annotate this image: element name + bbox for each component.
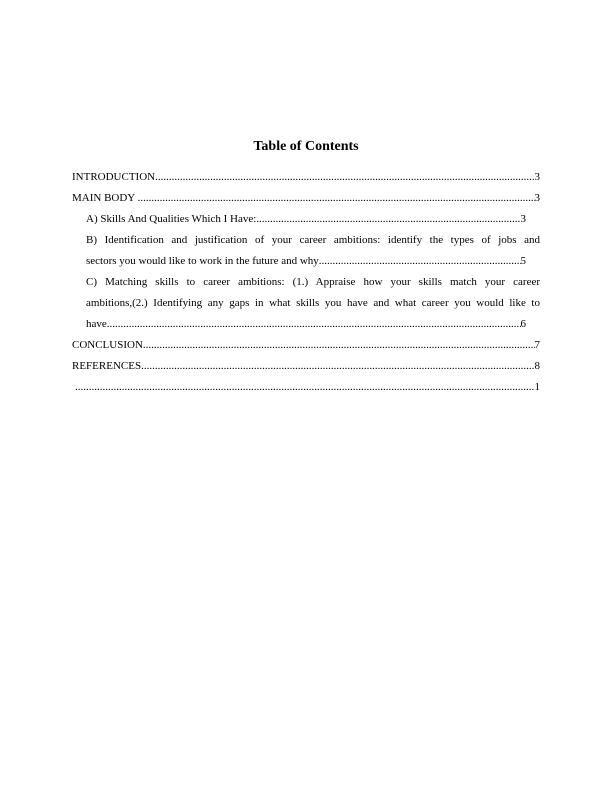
toc-entry-line: B) Identification and justification of your career ambitions: identify the types of jobs and [86,234,540,246]
toc-page-number: 5 [520,255,526,267]
table-of-contents [72,167,540,398]
toc-leader-dots [256,209,520,230]
toc-entry-label: CONCLUSION [72,339,143,351]
toc-entry-matching-skills[interactable] [72,272,540,335]
toc-page-number: 3 [534,171,540,183]
toc-page-number: 1 [534,381,540,393]
toc-entry-line: ambitions,(2.) Identifying any gaps in what skills you have and what career you would like to [86,297,540,309]
toc-leader-dots [107,314,521,335]
toc-entry-label: INTRODUCTION [72,171,156,183]
toc-leader-dots [155,167,534,188]
toc-page-number: 7 [534,339,540,351]
toc-entry-career-ambitions[interactable] [72,230,540,272]
toc-page-number: 3 [534,192,540,204]
toc-entry-introduction[interactable] [72,167,540,188]
toc-entry-main-body[interactable] [72,188,540,209]
toc-title: Table of Contents [253,139,359,154]
toc-entry-conclusion[interactable] [72,335,540,356]
toc-entry-untitled[interactable] [72,377,540,398]
toc-entry-label: REFERENCES [72,360,142,372]
toc-entry-references[interactable] [72,356,540,377]
toc-entry-label: have [86,318,107,330]
toc-leader-dots [75,377,535,398]
toc-leader-dots [143,335,535,356]
toc-leader-dots [138,188,535,209]
toc-leader-dots [319,251,521,272]
toc-entry-skills-qualities[interactable] [72,209,526,230]
toc-page-number: 8 [534,360,540,372]
toc-entry-label: A) Skills And Qualities Which I Have: [86,213,257,225]
toc-entry-line: C) Matching skills to career ambitions: (1.) Appraise how your skills match your career [86,276,540,288]
toc-page-number: 3 [520,213,526,225]
toc-entry-label: sectors you would like to work in the future and why [86,255,319,267]
toc-entry-label: MAIN BODY [72,192,138,204]
toc-leader-dots [141,356,534,377]
toc-page-number: 6 [520,318,526,330]
